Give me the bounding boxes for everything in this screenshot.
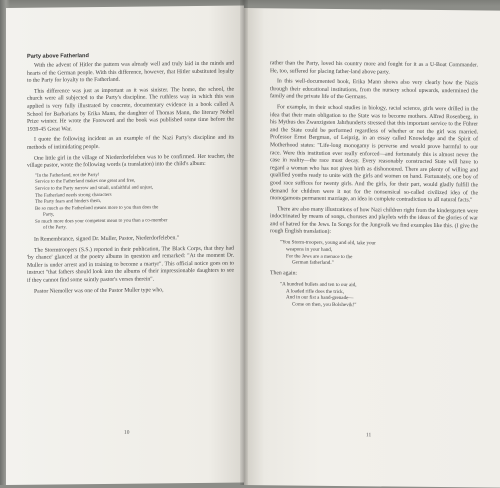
paragraph: There are also many illustrations of how Nazi children right from the kindergarten were indoctrinated by means of songs, choruses and playlets with the ideas of the glories of war and of hatred for the Jews. In Songs for the Jungvolk we find examples like this. (I give the rough English translation): [270, 206, 478, 236]
song-verse [280, 239, 478, 268]
section-heading: Party above Fatherland [27, 53, 89, 60]
verse-line: German fatherland." [292, 259, 334, 267]
left-page [6, 6, 244, 485]
album-quote [35, 171, 234, 232]
page-number: 11 [366, 432, 372, 439]
paragraph: With the advent of Hitler the pattern was already well and truly laid in the minds and hearts of the German people. With this difference, however, that Hitler substituted loyalty to the Party for loyalty to the Fatherland. [27, 60, 234, 84]
verse-line: And in our fist a hand-grenade— [286, 294, 354, 302]
quote-line: Service to the Fatherland makes one great and free, [35, 178, 136, 186]
verse-line: "You Storm-troopers, young and old, take your [280, 239, 376, 247]
paragraph: I quote the following incident as an example of the Nazi Party's discipline and its methods of intimidating people. [27, 134, 234, 151]
paragraph: In this well-documented book, Erika Mann shows also very clearly how the Nazis through their educational institutions, from the nursery school upwards, undermined the family and the private life of the Germans. [270, 78, 478, 101]
paragraph: In Remembrance, signed Dr. Muller, Pastor, Niederdorfeleben." [34, 235, 180, 243]
right-page [244, 8, 500, 488]
verse-line: "A hundred bullets and ten to our aid, [280, 281, 357, 289]
quote-line: So much more does your competent mean to you than a co-member [35, 218, 168, 225]
verse-line: Come on then, you Bolshevik!" [292, 301, 357, 309]
paragraph: rather than the Party, loved his country more and fought for it as a U-Boat Commander. He, too, suffered for placing father-land above party. [270, 60, 478, 76]
quote-line: of the Party. [43, 225, 67, 232]
quote-line: Service to the Party narrow and small, unfaithful and unjust, [35, 185, 154, 192]
verse-line: For the Jews are a menace to the [286, 253, 353, 260]
page-number: 10 [124, 429, 130, 436]
paragraph: One little girl in the village of Niederdorfeleben was to be confirmed. Her teacher, the village pastor, wrote the following words (a translation) into the child's album: [27, 153, 234, 169]
verse-line: weapons in your hand, [286, 246, 333, 253]
paragraph: Pastor Niemoller was one of the Pastor Muller type who, [34, 286, 164, 295]
paragraph: The Stormtroopers (S.S.) reported in their publication, The Black Corps, that they had 'by chance' glanced at the poetry albums in question and remarked: "At the moment Dr. Muller is under arrest and in training to become a martyr". This official notice goes on to instruct "that fathers should look into the albums of their impressionable daughters to see if they cannot find some saintly pastor's verses therein". [27, 245, 234, 284]
quote-line: "In the Fatherland, not the Party! [35, 172, 100, 179]
quote-line: Party, [43, 212, 55, 218]
song-verse [280, 281, 478, 310]
paragraph: Then again: [270, 270, 298, 277]
verse-line: A loaded rifle does the trick, [286, 288, 344, 295]
quote-line: The Party fears and hinders them, [35, 199, 102, 205]
paragraph: For example, in their school studies in biology, racial science, girls were drilled in the idea that their main obligation to the State was to become mothers. Alfred Rosenberg, in his Mythus des Zwanzigsten Jahrhunderts stressed that this important service to the Führer and the State could be performed regardless of whether or not the girl was married. Professor Ernst Bergman, of Leipzig, in an essay called Knowledge and the Spirit of Motherhood states: "Life-long monogamy is perverse and would prove harmful to our race. Were this institution ever really enforced—and fortunately this is almost never the case in reality—the race must decay. Every reasonably constructed State will have to regard a woman who has not given birth as dishonoured. There are plenty of willing and qualified youths ready to unite with the girls and women on hand. Fortunately, one boy of good race suffices for twenty girls. And the girls, for their part, would gladly fulfill the demand for children were it not for the nonsensical so-called civilized idea of the monogamous permanent marriage, an idea in complete contradiction to all natural facts." [270, 104, 478, 204]
quote-line: The Fatherland needs strong characters [35, 192, 112, 199]
quote-line: Be so much as the Fatherland means more to you than does the [35, 205, 159, 212]
paragraph: This difference was just as important as it was sinister. The home, the school, the church were all subjected to the Party's discipline. The ruthless way in which this was applied is very fully illustrated by concrete, documentary evidence in a book called A School for Barbarians by Erika Mann, the daughter of Thomas Mann, the literary Nobel Prize winner. He wrote the Foreword and the book was published some time before the 1939-45 Great War. [27, 86, 234, 133]
